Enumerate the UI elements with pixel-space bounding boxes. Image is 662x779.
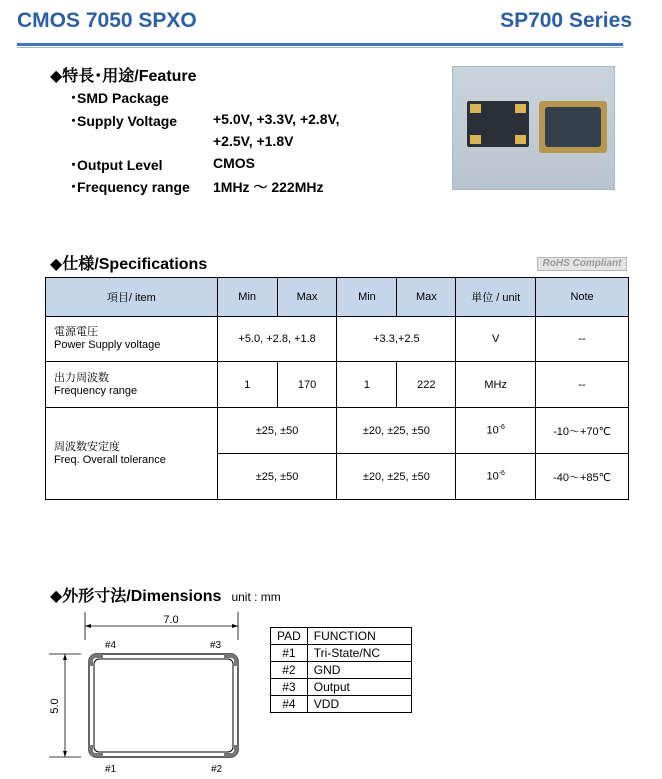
function-cell: Tri-State/NC	[307, 645, 411, 662]
table-row	[46, 408, 629, 454]
item-en: Power Supply voltage	[54, 339, 161, 351]
unit-cell	[456, 408, 536, 454]
value-cell: ±25, ±50	[217, 408, 337, 454]
header-rule-thin	[17, 47, 623, 48]
note-cell: -40～+85℃	[536, 454, 629, 500]
package-outline-drawing	[45, 608, 255, 776]
function-cell: VDD	[307, 696, 411, 713]
pad	[470, 135, 481, 144]
item-en: Freq. Overall tolerance	[54, 453, 166, 466]
unit-cell: MHz	[456, 362, 536, 408]
arrow-head	[85, 624, 91, 628]
dimensions-section-title	[50, 583, 281, 606]
spec-section-title: ◆仕様/Specifications	[50, 256, 208, 273]
package-inner	[94, 659, 233, 752]
feature-label: ･Frequency range	[70, 179, 190, 195]
oscillator-top-view	[539, 101, 607, 153]
value-cell: 1	[217, 362, 277, 408]
arrow-head	[63, 654, 67, 660]
unit-base: 10	[486, 424, 499, 437]
table-row	[271, 679, 412, 696]
function-cell: Output	[307, 679, 411, 696]
feature-label: ･Supply Voltage	[70, 113, 178, 129]
oscillator-lid	[545, 107, 601, 147]
pad-header: PAD	[271, 628, 308, 645]
header-item: 項目/ item	[46, 278, 218, 317]
pin-4-label: #4	[105, 640, 117, 651]
item-cell	[46, 317, 218, 362]
feature-value: 1MHz ～ 222MHz	[213, 179, 324, 195]
note-cell: --	[536, 317, 629, 362]
unit-cell	[456, 454, 536, 500]
value-cell: 170	[277, 362, 337, 408]
pin-1-label: #1	[105, 764, 117, 775]
note-cell: --	[536, 362, 629, 408]
pad-cell: #2	[271, 662, 308, 679]
feature-value: +5.0V, +3.3V, +2.8V,	[213, 111, 340, 127]
pin-3-label: #3	[210, 640, 222, 651]
value-cell: ±25, ±50	[217, 454, 337, 500]
table-row	[46, 317, 629, 362]
height-label: 5.0	[49, 698, 61, 714]
feature-label: ･SMD Package	[70, 90, 169, 106]
feature-section-title: ◆特長･用途/Feature	[50, 68, 197, 85]
pad-cell: #4	[271, 696, 308, 713]
table-row	[271, 662, 412, 679]
table-row	[271, 645, 412, 662]
unit-exponent: -6	[498, 424, 505, 432]
item-en: Frequency range	[54, 384, 138, 397]
function-cell: GND	[307, 662, 411, 679]
dimensions-unit: unit : mm	[231, 590, 281, 604]
arrow-head	[63, 751, 67, 757]
item-jp: 出力周波数	[54, 371, 109, 384]
pad-cell: #3	[271, 679, 308, 696]
series-title: SP700 Series	[500, 9, 632, 32]
header-min: Min	[217, 278, 277, 317]
pad-header-row	[271, 628, 412, 645]
feature-value: CMOS	[213, 155, 255, 171]
product-photo	[452, 66, 615, 190]
header-max: Max	[397, 278, 456, 317]
value-cell: +5.0, +2.8, +1.8	[217, 317, 337, 362]
header-min: Min	[337, 278, 397, 317]
pad	[515, 135, 526, 144]
pin-2-label: #2	[211, 764, 223, 775]
value-cell: 222	[397, 362, 456, 408]
value-cell: ±20, ±25, ±50	[337, 454, 456, 500]
pad	[470, 104, 481, 113]
feature-value: +2.5V, +1.8V	[213, 133, 294, 149]
pad	[515, 104, 526, 113]
header-rule	[17, 43, 623, 46]
feature-label: ･Output Level	[70, 157, 163, 173]
header-max: Max	[277, 278, 337, 317]
width-label: 7.0	[163, 614, 179, 626]
header-note: Note	[536, 278, 629, 317]
header-unit: 単位 / unit	[456, 278, 536, 317]
value-cell: 1	[337, 362, 397, 408]
unit-base: 10	[486, 470, 499, 483]
value-cell: ±20, ±25, ±50	[337, 408, 456, 454]
note-cell: -10～+70℃	[536, 408, 629, 454]
pad-function-table	[270, 627, 412, 713]
oscillator-bottom-view	[467, 101, 529, 147]
item-jp: 電源電圧	[54, 326, 98, 338]
table-row	[46, 362, 629, 408]
arrow-head	[232, 624, 238, 628]
unit-cell: V	[456, 317, 536, 362]
unit-exponent: -6	[498, 470, 505, 478]
item-cell	[46, 408, 218, 500]
spec-table	[45, 277, 629, 500]
item-cell	[46, 362, 218, 408]
document-title: CMOS 7050 SPXO	[17, 9, 197, 32]
spec-header-row	[46, 278, 629, 317]
function-header: FUNCTION	[307, 628, 411, 645]
item-jp: 周波数安定度	[54, 440, 120, 453]
rohs-badge: RoHS Compliant	[537, 257, 627, 271]
pad-cell: #1	[271, 645, 308, 662]
dimensions-title: ◆外形寸法/Dimensions	[50, 588, 222, 605]
value-cell: +3.3,+2.5	[337, 317, 456, 362]
table-row	[271, 696, 412, 713]
